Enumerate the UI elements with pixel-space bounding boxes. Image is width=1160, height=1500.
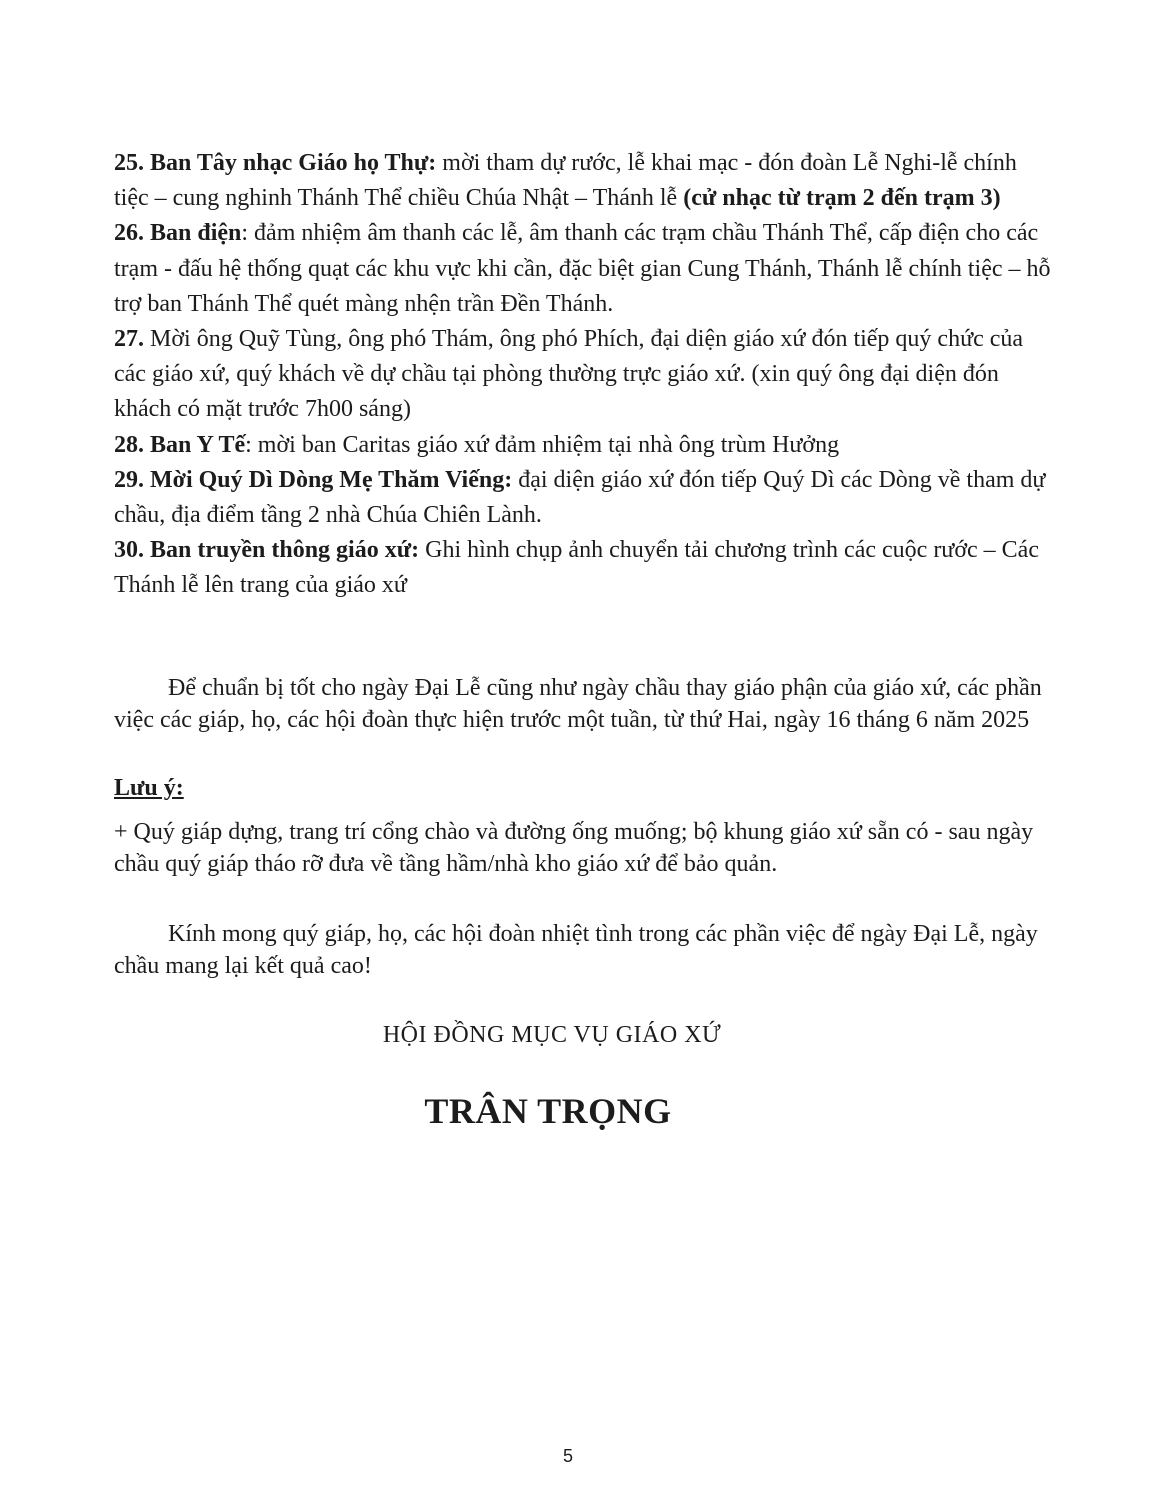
- regards-heading: TRÂN TRỌNG: [424, 1091, 672, 1131]
- assignment-item-30: [114, 533, 1054, 603]
- assignment-heading: 25. Ban Tây nhạc Giáo họ Thự:: [114, 150, 437, 176]
- closing-paragraph: Kính mong quý giáp, họ, các hội đoàn nhiệt tình trong các phần việc để ngày Đại Lễ, ngày chầu mang lại kết quả cao!: [114, 921, 1038, 979]
- assignment-list: [114, 146, 1054, 604]
- assignment-item-29: [114, 463, 1054, 533]
- assignment-heading: 26. Ban điện: [114, 220, 242, 247]
- assignment-text: đại diện giáo xứ đón tiếp Quý Dì các Dòng về tham dự chầu, địa điểm tầng 2 nhà Chúa Chiên Lành.: [114, 466, 1046, 529]
- assignment-item-26: [114, 216, 1054, 322]
- council-signature: HỘI ĐỒNG MỤC VỤ GIÁO XỨ: [382, 1022, 722, 1048]
- note-heading: Lưu ý:: [114, 775, 184, 801]
- assignment-heading: 30. Ban truyền thông giáo xứ:: [114, 537, 420, 564]
- assignment-item-27: [114, 322, 1054, 428]
- assignment-text: mời tham dự rước, lễ khai mạc - đón đoàn Lễ Nghi-lễ chính tiệc – cung nghinh Thánh Thể chiều Chúa Nhật – Thánh lễ: [114, 150, 1017, 212]
- assignment-text: : mời ban Caritas giáo xứ đảm nhiệm tại nhà ông trùm Hưởng: [245, 431, 840, 458]
- assignment-heading: 28. Ban Y Tế: [114, 431, 246, 458]
- assignment-item-28: [114, 428, 1054, 463]
- assignment-text: Mời ông Quỹ Tùng, ông phó Thám, ông phó Phích, đại diện giáo xứ đón tiếp quý chức của các giáo xứ, quý khách về dự chầu tại phòng thường trực giáo xứ. (xin quý ông đại diện đón khách có mặt trước 7h00 sáng): [114, 326, 1024, 423]
- assignment-text: : đảm nhiệm âm thanh các lễ, âm thanh các trạm chầu Thánh Thể, cấp điện cho các trạm - đấu hệ thống quạt các khu vực khi cần, đặc biệt gian Cung Thánh, Thánh lễ chính tiệc – hỗ trợ ban Thánh Thể quét màng nhện trần Đền Thánh.: [114, 220, 1051, 317]
- assignment-note: (cử nhạc từ trạm 2 đến trạm 3): [683, 185, 1001, 212]
- page-number: 5: [562, 1446, 573, 1466]
- assignment-heading: 29. Mời Quý Dì Dòng Mẹ Thăm Viếng:: [114, 466, 513, 493]
- note-text: + Quý giáp dựng, trang trí cổng chào và đường ống muống; bộ khung giáo xứ sẵn có - sau ngày chầu quý giáp tháo rỡ đưa về tầng hầm/nhà kho giáo xứ để bảo quản.: [114, 819, 1034, 877]
- assignment-heading: 27.: [114, 326, 144, 353]
- intro-paragraph: Để chuẩn bị tốt cho ngày Đại Lễ cũng như ngày chầu thay giáo phận của giáo xứ, các phần việc các giáp, họ, các hội đoàn thực hiện trước một tuần, từ thứ Hai, ngày 16 tháng 6 năm 2025: [114, 675, 1042, 733]
- assignment-item-25: [114, 146, 1054, 216]
- assignment-text: Ghi hình chụp ảnh chuyển tải chương trình các cuộc rước – Các Thánh lễ lên trang của giáo xứ: [114, 537, 1039, 599]
